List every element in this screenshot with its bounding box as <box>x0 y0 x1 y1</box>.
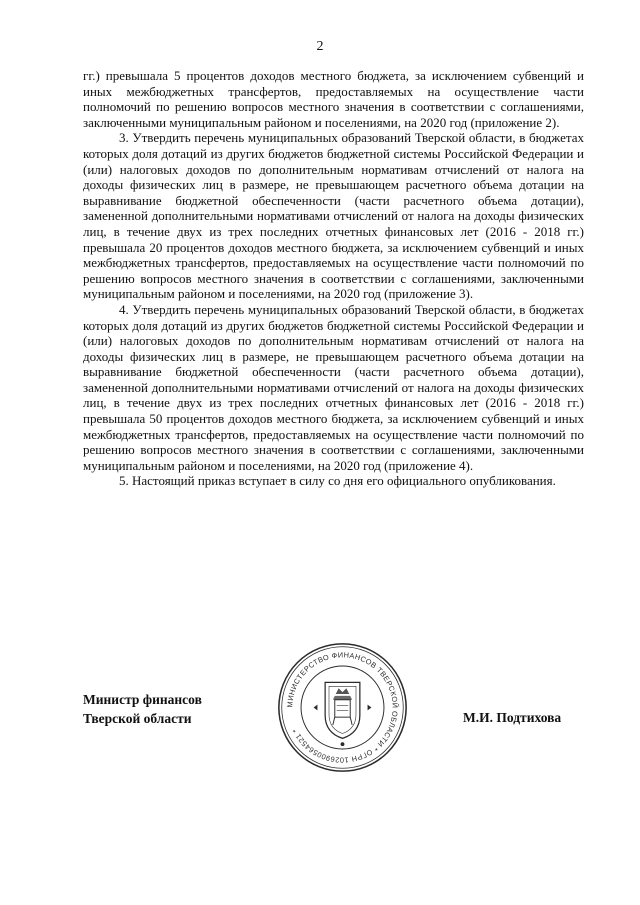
paragraph-item-4: 4. Утвердить перечень муниципальных образований Тверской области, в бюджетах которых доля дотаций из других бюджетов бюджетной системы Российской Федерации и (или) налоговых доходов по дополнительным нормативам отчислений от налога на доходы физических лиц в размере, не превышающем расчетного объема дотации на выравнивание бюджетной обеспеченности (части расчетного объема дотации), замененной дополнительными нормативами отчислений от налога на доходы физических лиц, в течение двух из трех последних отчетных финансовых лет (2016 - 2018 гг.) превышала 50 процентов доходов местного бюджета, за исключением субвенций и иных межбюджетных трансфертов, предоставляемых на осуществление части полномочий по решению вопросов местного значения в соответствии с соглашениями, заключенными муниципальным районом и поселениями, на 2020 год (приложение 4). <box>83 301 584 473</box>
signatory-name: М.И. Подтихова <box>463 710 562 725</box>
paragraph-continuation: гг.) превышала 5 процентов доходов местного бюджета, за исключением субвенций и иных межбюджетных трансфертов, предоставляемых на осуществление части полномочий по решению вопросов местного значения в соответствии с соглашениями, заключенными муниципальным районом и поселениями, на 2020 год (приложение 2). <box>83 68 584 130</box>
seal-outer-text: МИНИСТЕРСТВО ФИНАНСОВ ТВЕРСКОЙ ОБЛАСТИ * ОГРН 1026900564521 * <box>285 650 400 765</box>
paragraph-item-5: 5. Настоящий приказ вступает в силу со дня его официального опубликования. <box>119 473 556 489</box>
signatory-title <box>83 690 202 728</box>
svg-text:МИНИСТЕРСТВО ФИНАНСОВ ТВЕРСКОЙ <box>285 650 399 764</box>
seal-icon <box>275 640 410 775</box>
paragraph-item-3: 3. Утвердить перечень муниципальных образований Тверской области, в бюджетах которых доля дотаций из других бюджетов бюджетной системы Российской Федерации и (или) налоговых доходов по дополнительным нормативам отчислений от налога на доходы физических лиц в размере, не превышающем расчетного объема дотации на выравнивание бюджетной обеспеченности (части расчетного объема дотации), замененной дополнительными нормативами отчислений от налога на доходы физических лиц, в течение двух из трех последних отчетных финансовых лет (2016 - 2018 гг.) превышала 20 процентов доходов местного бюджета, за исключением субвенций и иных межбюджетных трансфертов, предоставляемых на осуществление части полномочий по решению вопросов местного значения в соответствии с соглашениями, заключенными муниципальным районом и поселениями, на 2020 год (приложение 3). <box>83 130 584 302</box>
signatory-title-line1: Министр финансов <box>83 692 202 707</box>
official-seal <box>275 640 410 775</box>
page-number: 2 <box>316 39 324 54</box>
document-body <box>83 68 584 489</box>
signatory-title-line2: Тверской области <box>83 711 192 726</box>
